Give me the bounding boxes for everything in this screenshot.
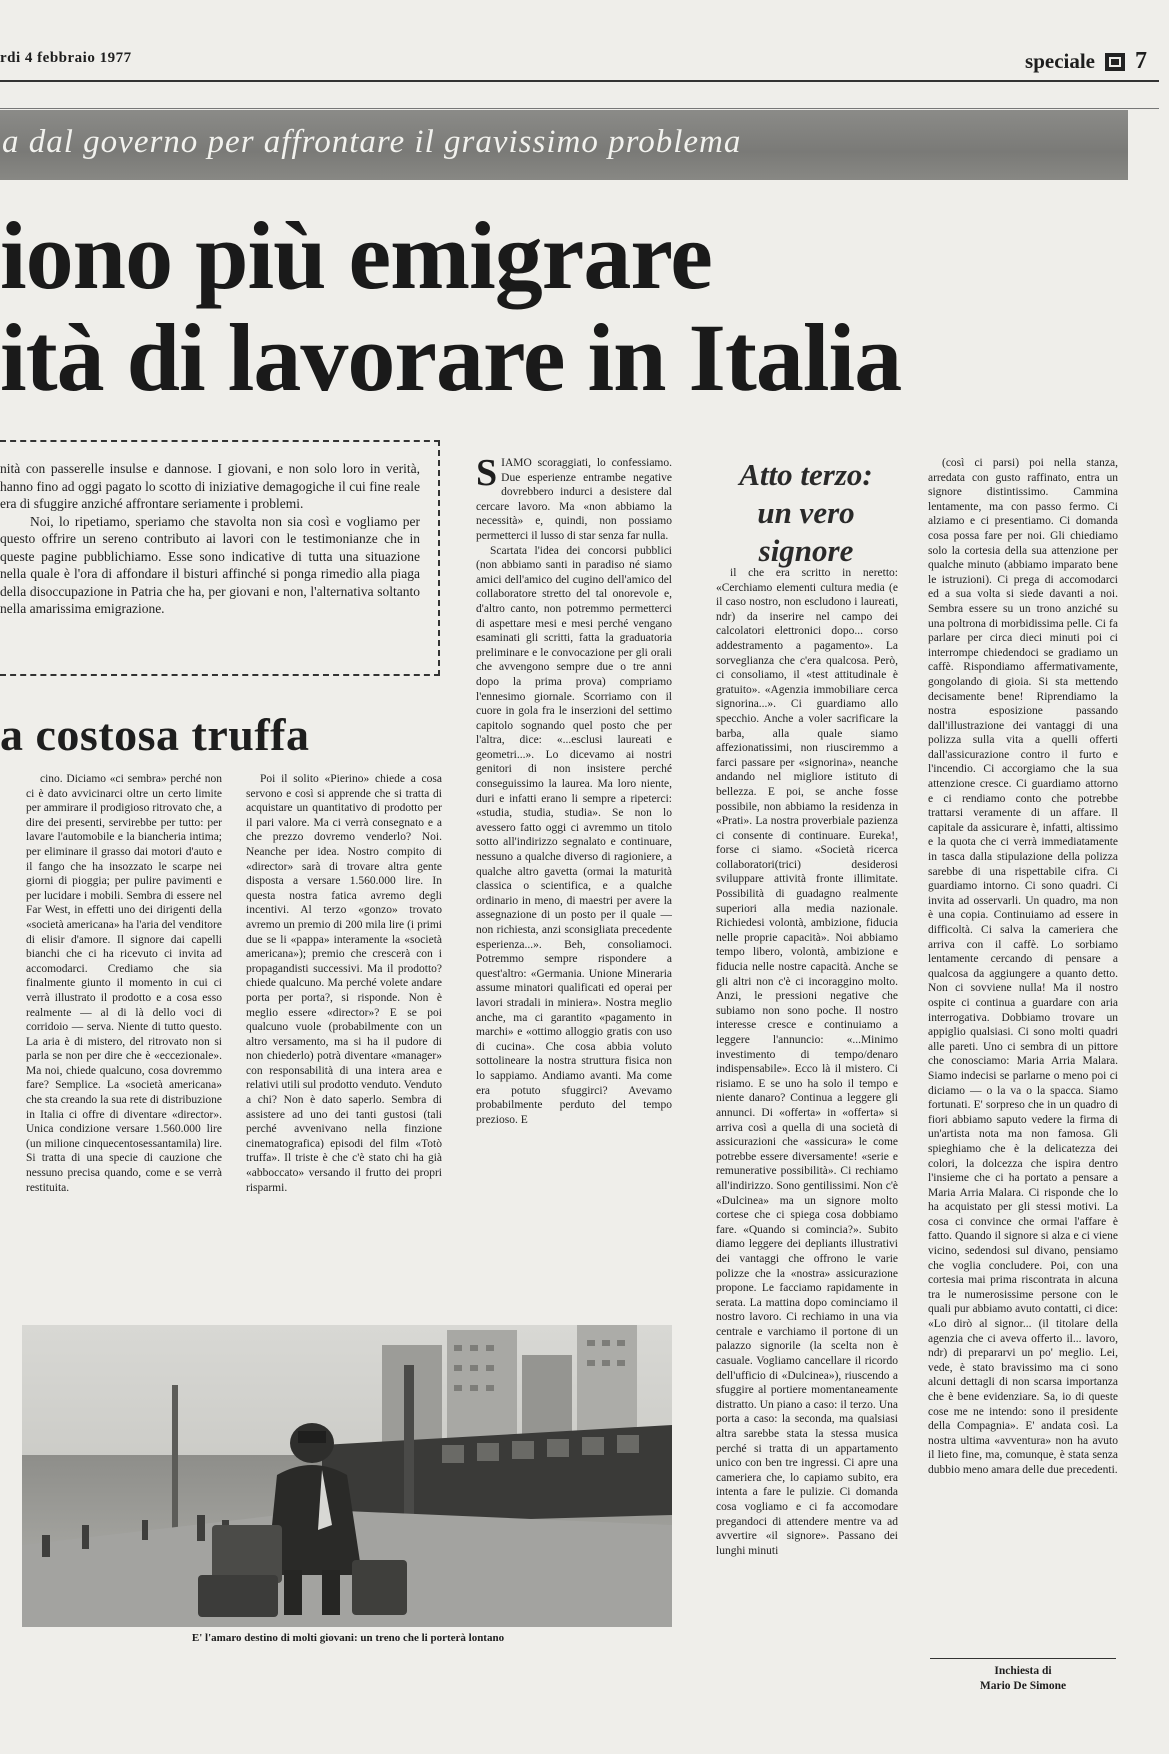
photo-illustration: [22, 1325, 672, 1627]
photo-caption: E' l'amaro destino di molti giovani: un treno che li porterà lontano: [191, 1632, 505, 1644]
intro-paragraph-1: nità con passerelle insulse e dannose. I giovani, e non solo loro in verità, hanno fino ad oggi pagato lo scotto di iniziative demagogiche il cui fine reale era di sfuggire anziché affrontare seriamente i problemi.: [0, 461, 420, 511]
intro-paragraph-2: Noi, lo ripetiamo, speriamo che stavolta non sia così e vogliamo per questo offrire un sereno contributo ai lavori con le testimonianze che in queste pagine pubblichiamo. Esse sono indicative di tutta una situazione nella quale è l'ora di affondare il bisturi affinché si ponga rimedio alla piaga della disoccupazione in Patria che ha, per giovani e non, l'alternativa soltanto nella amarissima emigrazione.: [0, 513, 420, 616]
drop-cap: S: [476, 456, 498, 494]
column-3-text: Scartata l'idea dei concorsi pubblici (non abbiamo santi in paradiso né siamo amici dell'amico del cugino dell'amico del collaboratore stretto del tal onorevole e, d'altro canto, non potremmo permetterci di aspettare mesi e mesi perché vengano esaminati gli scritti, fatta la graduatoria preliminare e le convocazione per gli orali che avvengono sempre due o tre anni dopo la prima prova) compriamo l'ennesimo giornale. Scorriamo con il cuore in gola fra le inserzioni del settimo capitolo sognando quel posto che per l'altra, dice: «...esclusi laureati e geometri...». Lo dicevamo ai nostri genitori di non insistere perché conseguissimo la laurea. Ma loro niente, duri e infatti erano li sempre a ripeterci: «studia, studia, studia». Se non lo avessero fatto oggi ci avremmo un titolo sotto all'indirizzo segnalato e continuare, nessuno a qualche diverso di ragioniere, a qualche altro gavetta (ormai la maturità classica o scientifica, e a qualche ordinario in meno, di maestri per avere la assegnazione di un posto per il quale — non richiesta, anzi sconsigliata precedente esperienza...». Beh, consoliamoci. Potremmo sempre rispondere a quest'altro: «Germania. Unione Mineraria assume minatori qualificati ed operai per lavori stradali in miniera». Nostra meglio anche, ma ci garantito «pagamento in marchi» e «ottimo alloggio gratis con uso di cucina». Che cosa abbia voluto sottolineare la nostra struttura fisica non lo sappiamo. Andiamo avanti. Ma come era potuto sfuggirci? Avevamo probabilmente perduto del tempo prezioso. E: [476, 544, 672, 1126]
byline-author: Mario De Simone: [979, 1680, 1067, 1692]
kicker: a dal governo per affrontare il gravissimo problema: [2, 124, 742, 160]
page-number: 7: [1135, 48, 1147, 74]
atto-line-2: un vero: [757, 495, 855, 530]
atto-line-1: Atto terzo:: [739, 457, 873, 492]
kicker-band: [0, 110, 1128, 180]
atto-line-3: signore: [758, 533, 854, 568]
column-3-lead: IAMO scoraggiati, lo confessiamo. Due esperienze entrambe negative dovrebbero indurci a desistere dal cercare lavoro. Ma «non abbiamo la necessità» e, quindi, non possiamo permetterci il lusso di star senza far nulla.: [476, 457, 672, 542]
header-rule-thin: [0, 108, 1159, 109]
issue-date: rdi 4 febbraio 1977: [0, 50, 132, 66]
section-name: speciale: [1025, 49, 1095, 73]
header-rule: [0, 80, 1159, 82]
article-column-4: [716, 566, 898, 1686]
column-5-text: (così ci parsi) poi nella stanza, arredata con gusto raffinato, entra un signore distintissimo. Cammina lentamente, ma con passo fermo. Ci alziamo e ci presentiamo. Ci domanda cosa possa fare per noi. Gli chiediamo solo la cortesia della sua attenzione per qualche minuto (abbiamo imparato bene le istruzioni). Ci prega di accomodarci ed a sua volta si siede davanti a noi. Sembra essere su un trono anziché su una poltrona di morbidissima pelle. Ci fa parlare per circa dieci minuti poi ci interrompe chiedendoci se gradiamo un caffè. Rispondiamo affermativamente, gongolando di gioia. Si sta mettendo decisamente bene! Riprendiamo la nostra esposizione passando dall'illustrazione dei vantaggi di una polizza sulla vita a quelli offerti dall'assicurazione contro il furto e l'incendio. Ci accorgiamo che la sua attenzione cresce. Ci guardiamo attorno e ci rendiamo conto che potrebbe trattarsi veramente di un affare. Il capitale da assicurare è, infatti, altissimo e la quota che ci verrà immediatamente in tasca dalla stipulazione della polizza sarebbe di una rispettabile cifra. Ci guardiamo intorno. Ci sono quadri. Ci invita ad osservarli. Un quadro, ma non è una copia. Continuiamo ad essere in difficoltà. Ci salva la cameriera che arriva con il caffè. Lo sorbiamo lentamente cercando di pensare a qualcosa da aggiungere a quanto detto. Non ci sovviene nulla! Ma il nostro ospite ci continua a guardare con aria interrogativa. Dobbiamo trovare un appiglio qualsiasi. Ci sono molti quadri alle pareti. Uno ci sembra di un pittore che conosciamo: Maria Arria Malara. Siamo indecisi se parlarne o meno poi ci diciamo — o la va o la spacca. Siamo fortunati. E' sorpreso che in un quadro di fiori abbiamo saputo vedere la firma di un'artista nota ma non famosa. Gli spieghiamo che è la delicatezza dei colori, la dolcezza che ispira dentro l'insieme che ci ha portato a pensare a Maria Arria Malara. Ci risponde che lo ha acquistato per gli stessi motivi. La cosa ci convince che ormai l'affare è fatto. Quando il signore si alza e ci viene vicino, sedendosi sul divano, pensiamo che voglia concludere. Poi, con una cortesia mai prima riscontrata in alcuna tra le numerosissime persone con le quali pur abbiamo avuto contatti, ci dice: «Lo dirò al signor... (il titolare della agenzia che ci aveva offerto il... lavoro, ndr) di prepararvi un po' meglio. Lei, vede, è stato bravissimo ma ci sono alcuni dettagli di non scarsa importanza che è bene evidenziare. Sa, io di queste cose me ne intendo: sono il presidente della Compagnia». E' andata così. La nostra ultima «avventura» non ha avuto il lieto fine, ma, comunque, è stata senza dubbio meno amara delle due precedenti.: [928, 457, 1118, 1476]
article-column-2: [246, 772, 442, 1320]
byline-rule: [930, 1658, 1116, 1659]
headline-line-1: iono più emigrare: [0, 202, 712, 309]
article-column-5: [928, 456, 1118, 1504]
newspaper-logo-icon: [1105, 53, 1125, 71]
byline-label: Inchiesta di: [994, 1665, 1052, 1677]
article-column-3: [476, 456, 672, 1320]
subheadline: a costosa truffa: [0, 709, 310, 760]
atto-terzo-heading: [716, 456, 896, 570]
intro-box: [0, 440, 440, 676]
headline-line-2: ità di lavorare in Italia: [0, 304, 902, 411]
column-4-text: il che era scritto in neretto: «Cerchiamo elementi cultura media (e il caso nostro, non escludono i laureati, ndr) da inserire nel campo dei calcolatori elettronici dopo... corso addestramento a pagamento». La sorveglianza che c'era qualcosa. Però, ci consoliamo, il «test attitudinale è gratuito». «Agenzia immobiliare cerca signorina...». Ci guardiamo allo specchio. Anche a voler sacrificare la barba, alla quale siamo affezionatissimi, non riusciremmo a farci passare per «signorina», neanche andando nel migliore istituto di bellezza. E poi, se anche fosse possibile, non abbiamo la residenza in «Prati». La nostra proverbiale pazienza ci consente di continuare. Eureka!, forse ci siamo. «Società ricerca collaboratori(trici) desiderosi sviluppare attività fronte illimitate. Possibilità di guadagno realmente superiori alla media nazionale. Richiedesi volontà, ambizione, fiducia nelle proprie capacità». Noi abbiamo tempo libero, volontà, ambizione e fiducia nelle nostre capacità. Anche se gli altri non c'è ci incoraggino molto. Anzi, le pressioni negative che subiamo non sono poche. Il nostro interesse cresce e continuiamo a leggere l'annuncio: «...Minimo investimento di tempo/denaro indispensabile». Ecco là il mistero. Ci risiamo. E se uno ha solo il tempo e niente danaro? Continua a leggere gli annunci. Di «offerta» in «offerta» si arriva così a quella di una società di assicurazioni che «assicura» le come potrebbe essere diversamente! «serie e remunerative possibilità». Ci rechiamo all'indirizzo. Sono gentilissimi. Non c'è «Dulcinea» ma un signore molto cortese che ci spiega cosa dobbiamo fare. «Quando si comincia?». Subito diamo leggere dei depliants illustrativi dei vantaggi che offrono le varie polizze che la «nostra» assicurazione propone. Le facciamo rapidamente in serata. La mattina dopo cominciamo il nostro lavoro. Ci rechiamo in una via centrale e varchiamo il portone di un palazzo signorile (la scelta non è casuale. Vogliamo cancellare il ricordo dell'ufficio di «Dulcinea»), riuscendo a sfuggire al portiere momentaneamente distratto. Un piano a caso: il terzo. Una porta a caso: la seconda, ma qualsiasi altra sarebbe stata la stessa musica perché si tratta di un appartamento unico con ben tre ingressi. Ci apre una cameriera che, lo capiamo subito, era intenta a fare le pulizie. Ci domanda cosa vogliamo e ci fa accomodare pregandoci di attendere mentre va ad avvertire «il signore». Passano dei lunghi minuti: [716, 567, 898, 1557]
article-column-1: [26, 772, 222, 1320]
byline: [930, 1664, 1116, 1694]
section-header: [1025, 48, 1147, 75]
column-2-text: Poi il solito «Pierino» chiede a cosa servono e così si apprende che si tratta di acquistare un quantitativo di prodotto per il pari valore. Ma ci verrà consegnato e a che prezzo dovremo venderlo? Noi. Neanche per idea. Nostro compito di «director» sarà di trovare altra gente disposta a versare 1.560.000 lire. In questa nostra fatica avremo degli incentivi. Al terzo «gonzo» trovato avremo un premio di 200 mila lire (i primi due se li «pappa» interamente la «società americana»); premio che crescerà con i propagandisti successivi. Ma il prodotto? chiede qualcuno. Ma perché volete andare porta per porta?, si risponde. Non è meglio essere «director»? E se poi qualcuno vuole (probabilmente con un altro versamento, ma si ha il pudore di non chiederlo) potrà diventare «manager» con responsabilità di una intera area e relativi utili sul prodotto venduto. Venduto a chi? Non è dato saperlo. Sembra di assistere ad uno dei tanti gustosi (tali perché avvenivano nella finzione cinematografica) episodi del film «Totò truffa». Il triste è che c'è stato chi ha già «abboccato» versando il frutto dei propri risparmi.: [246, 773, 442, 1194]
train-station-photo: [22, 1325, 672, 1627]
column-1-text: cino. Diciamo «ci sembra» perché non ci è dato avvicinarci oltre un certo limite per ammirare il prodigioso ritrovato che, a dire dei presenti, servirebbe per tutto: per lavare l'automobile e la biancheria intima; per eliminare il grasso dai motori d'auto e il fango che ha insozzato le scarpe nei giorni di pioggia; per pulire pavimenti e per lucidare i mobili. Sembra di essere nel Far West, in effetti uno dei dirigenti della «società americana» ha l'aria del venditore di elisir d'amore. Il signore dai capelli bianchi che ci ha ricevuto ci invita ad accomodarci. Crediamo che sia finalmente giunto il momento in cui ci verrà illustrato il prodotto e a cosa esso realmente — al di là dello voci di corridoio — serva. Niente di tutto questo. La aria è di mistero, del ritrovato non si parla se non per dire che è «eccezionale». Ma noi, chiede qualcuno, cosa dovremmo fare? Semplice. La «società americana» che sta creando la sua rete di distribuzione in Italia ci offre di diventare «director». Unica condizione versare 1.560.000 lire (un milione cinquecentosessantamila) lire. Si tratta di una specie di cauzione che nessuno precisa quando, come e se verrà restituita.: [26, 773, 222, 1194]
